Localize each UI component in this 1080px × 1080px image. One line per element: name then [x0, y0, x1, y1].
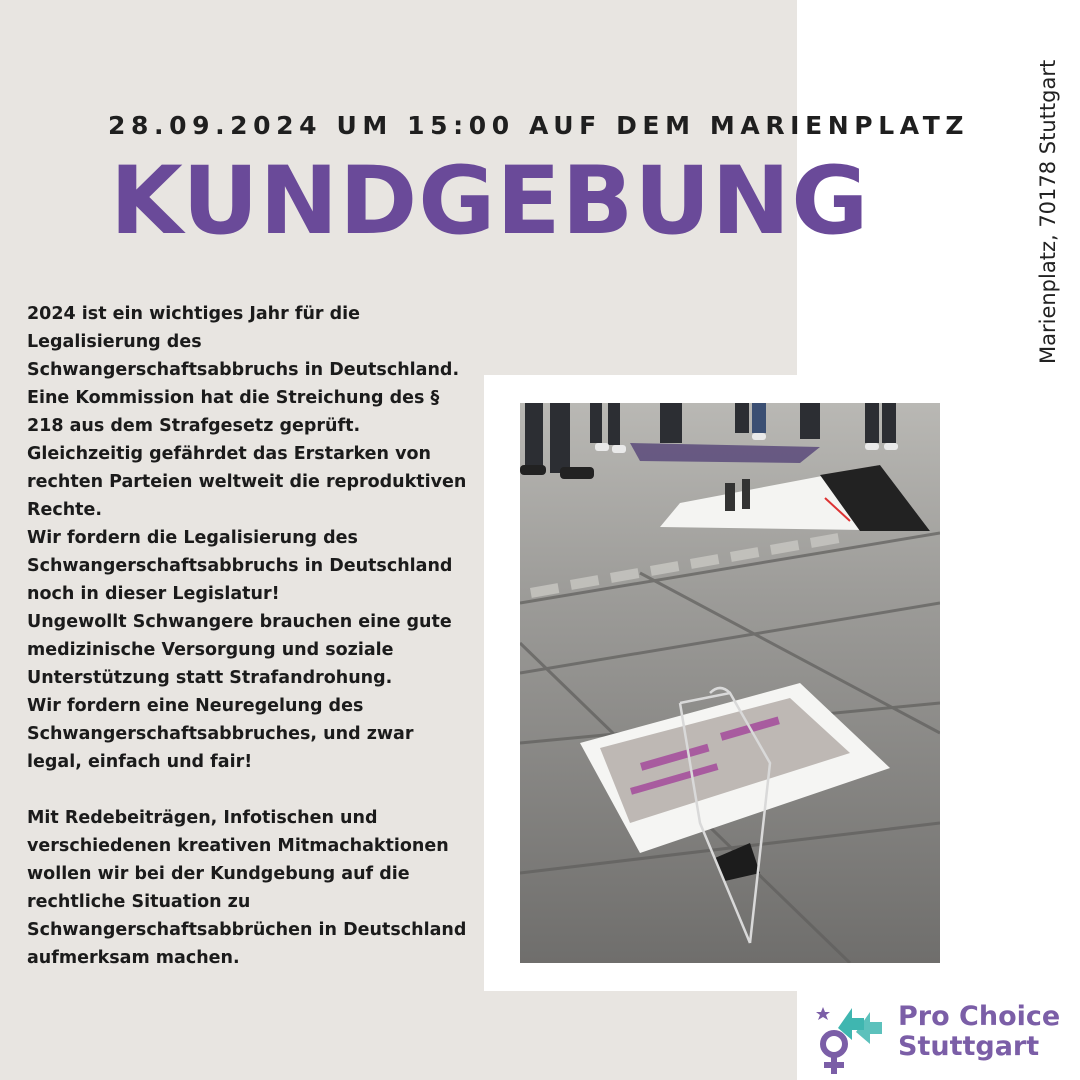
- body-paragraph: Mit Redebeiträgen, Infotischen und verschiedenen kreativen Mitmachaktionen wollen wir bei der Kundgebung auf die rechtliche Situation zu Schwangerschaftsabbrüchen in Deutschland aufmerksam machen.: [27, 808, 467, 968]
- body-sentence: 2024 ist ein wichtiges Jahr für die Legalisierung des Schwangerschaftsabbruchs in Deutschland.: [27, 304, 460, 380]
- body-text: [27, 300, 467, 972]
- body-sentence: Wir fordern eine Neuregelung des Schwangerschaftsabbruches, und zwar legal, einfach und fair!: [27, 696, 414, 772]
- protest-photo: [520, 403, 940, 963]
- photo-card: [484, 375, 974, 991]
- logo-line-1: Pro Choice: [898, 1001, 1061, 1032]
- protest-photo-illustration: [520, 403, 940, 963]
- event-date-line: 28.09.2024 UM 15:00 AUF DEM MARIENPLATZ: [108, 111, 970, 140]
- page-title: KUNDGEBUNG: [110, 147, 870, 256]
- logo-line-2: Stuttgart: [898, 1031, 1040, 1062]
- body-sentence: Ungewollt Schwangere brauchen eine gute medizinische Versorgung und soziale Unterstützung statt Strafandrohung.: [27, 612, 452, 688]
- pro-choice-logo: [812, 998, 1080, 1080]
- body-sentence: Gleichzeitig gefährdet das Erstarken von rechten Parteien weltweit die reproduktiven Rechte.: [27, 444, 467, 520]
- body-sentence: Wir fordern die Legalisierung des Schwangerschaftsabbruchs in Deutschland noch in dieser Legislatur!: [27, 528, 453, 604]
- side-address: Marienplatz, 70178 Stuttgart: [1036, 59, 1060, 364]
- pro-choice-symbol-icon: [812, 998, 892, 1080]
- body-sentence: Eine Kommission hat die Streichung des § 218 aus dem Strafgesetz geprüft.: [27, 388, 440, 436]
- logo-text: [898, 1002, 1060, 1062]
